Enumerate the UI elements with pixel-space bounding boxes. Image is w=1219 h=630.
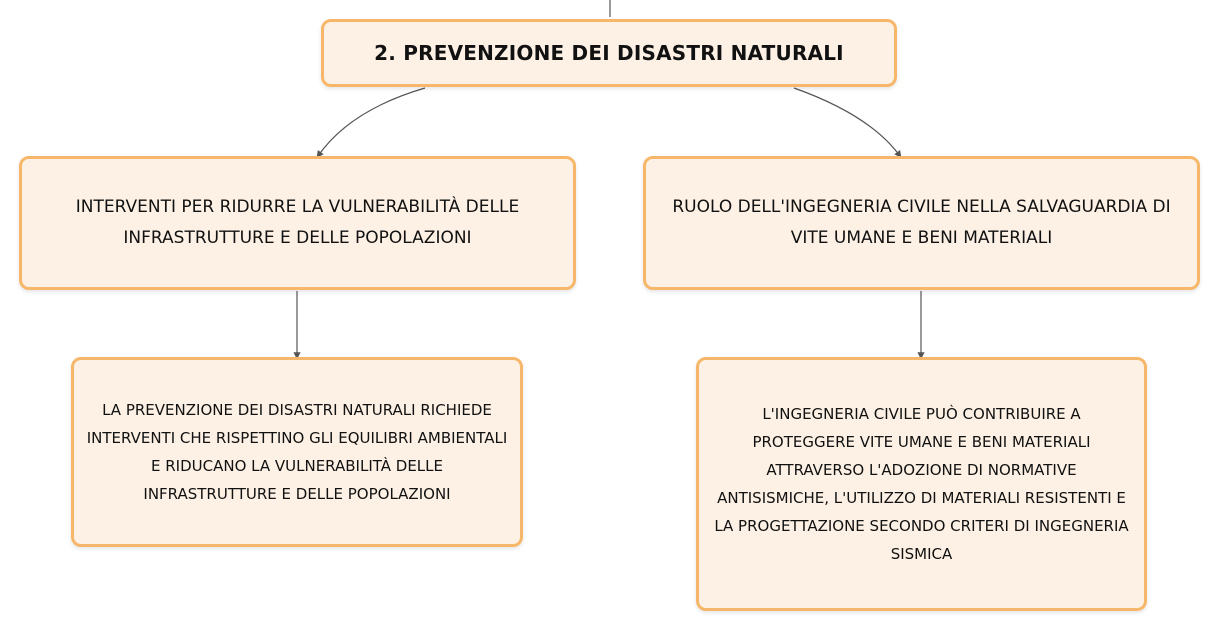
node-vulnerability-interventions[interactable] <box>19 156 576 290</box>
root-node[interactable] <box>321 19 897 87</box>
connector-root-left <box>318 88 425 156</box>
root-node-title: 2. PREVENZIONE DEI DISASTRI NATURALI <box>374 41 844 65</box>
node-prevention-detail-text: LA PREVENZIONE DEI DISASTRI NATURALI RICHIEDE INTERVENTI CHE RISPETTINO GLI EQUILIBRI AMBIENTALI E RIDUCANO LA VULNERABILITÀ DELLE INFRASTRUTTURE E DELLE POPOLAZIONI <box>86 401 508 503</box>
node-civil-engineering-detail[interactable] <box>696 357 1147 611</box>
node-vulnerability-interventions-text: INTERVENTI PER RIDURRE LA VULNERABILITÀ DELLE INFRASTRUTTURE E DELLE POPOLAZIONI <box>75 197 520 248</box>
connector-root-right <box>794 88 900 156</box>
node-civil-engineering-role[interactable] <box>643 156 1200 290</box>
node-civil-engineering-detail-text: L'INGEGNERIA CIVILE PUÒ CONTRIBUIRE A PROTEGGERE VITE UMANE E BENI MATERIALI ATTRAVERSO L'ADOZIONE DI NORMATIVE ANTISISMICHE, L'UTILIZZO DI MATERIALI RESISTENTI E LA PROGETTAZIONE SECONDO CRITERI DI INGEGNERIA SISMICA <box>714 405 1129 563</box>
node-civil-engineering-role-text: RUOLO DELL'INGEGNERIA CIVILE NELLA SALVAGUARDIA DI VITE UMANE E BENI MATERIALI <box>672 197 1171 248</box>
node-prevention-detail[interactable] <box>71 357 523 547</box>
